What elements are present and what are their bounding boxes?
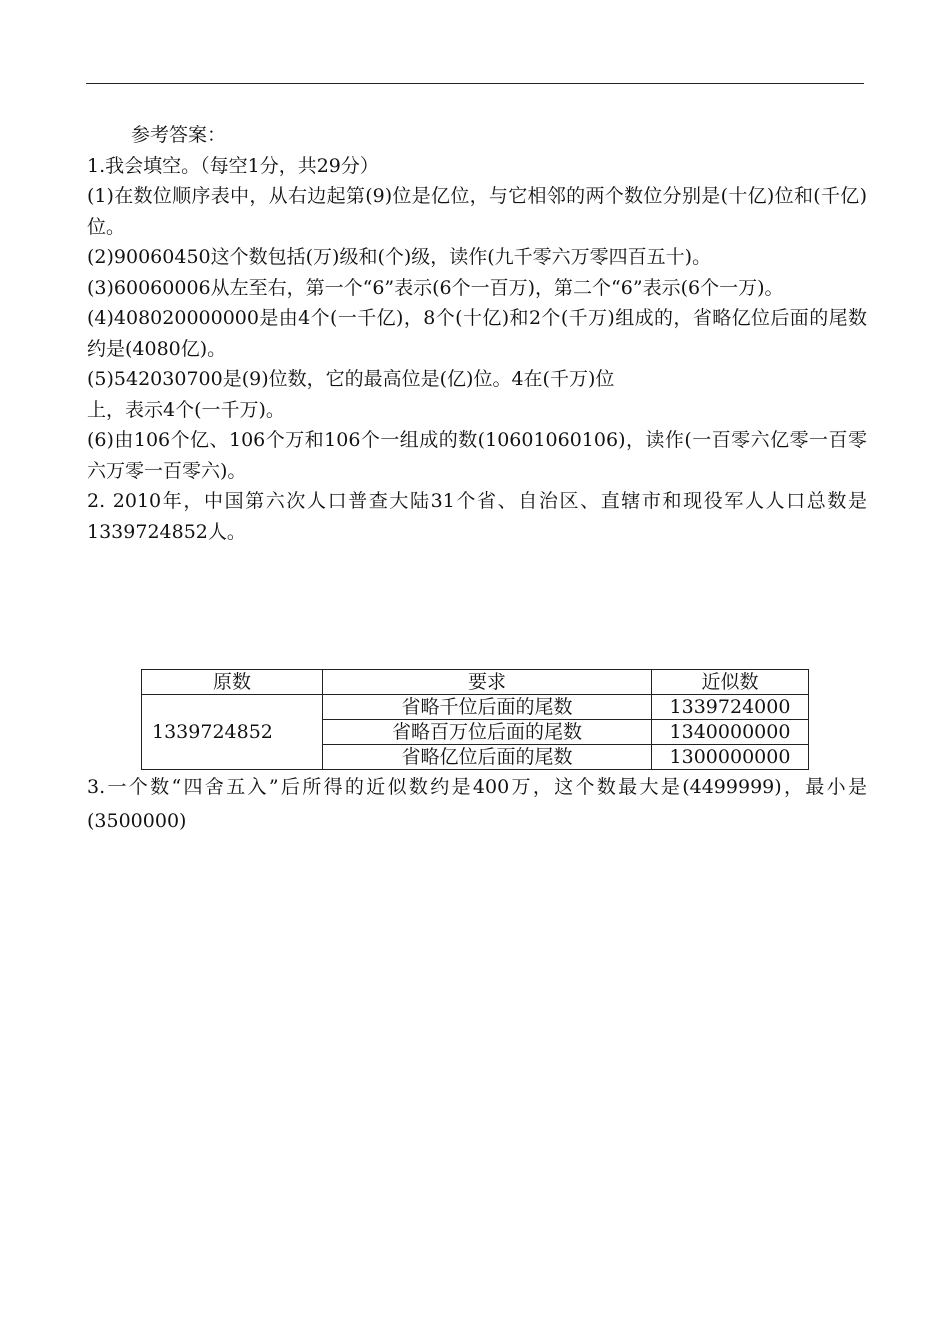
- header-rule: [86, 83, 864, 84]
- requirement-cell: 省略百万位后面的尾数: [323, 720, 652, 745]
- question-1-4: (4)408020000000是由4个(一千亿)，8个(十亿)和2个(千万)组成的，省略亿位后面的尾数约是(4080亿)。: [87, 307, 867, 360]
- approximation-table: [141, 669, 809, 770]
- original-number-cell: 1339724852: [142, 695, 323, 770]
- table-row: [142, 695, 809, 720]
- question-1-5-line-1: (5)542030700是(9)位数，它的最高位是(亿)位。4在(千万)位: [87, 368, 615, 390]
- section-1-title: 1.我会填空。（每空1分，共29分）: [87, 154, 379, 177]
- approx-cell: 1339724000: [652, 695, 809, 720]
- question-1-6: (6)由106个亿、106个万和106个一组成的数(10601060106)，读作(一百零六亿零一百零六万零一百零六)。: [87, 429, 867, 482]
- approx-cell: 1340000000: [652, 720, 809, 745]
- requirement-cell: 省略亿位后面的尾数: [323, 745, 652, 770]
- section-3-text: 3.一个数“四舍五入”后所得的近似数约是400万，这个数最大是(4499999)，最小是(3500000): [87, 776, 867, 832]
- answers-heading: 参考答案：: [131, 124, 227, 146]
- header-requirement: 要求: [323, 670, 652, 695]
- question-1-5-line-2: 上，表示4个(一千万)。: [87, 398, 285, 421]
- section-2-text: 2. 2010年，中国第六次人口普查大陆31个省、自治区、直辖市和现役军人人口总数是1339724852人。: [87, 490, 867, 543]
- question-1-3: (3)60060006从左至右，第一个“6”表示(6个一百万)，第二个“6”表示(6个一万)。: [87, 276, 784, 299]
- header-approx: 近似数: [652, 670, 809, 695]
- answer-body: [87, 120, 867, 547]
- approx-cell: 1300000000: [652, 745, 809, 770]
- table-header-row: [142, 670, 809, 695]
- requirement-cell: 省略千位后面的尾数: [323, 695, 652, 720]
- section-3: [87, 770, 867, 838]
- header-original: 原数: [142, 670, 323, 695]
- question-1-1: (1)在数位顺序表中，从右边起第(9)位是亿位，与它相邻的两个数位分别是(十亿)位和(千亿)位。: [87, 185, 867, 238]
- question-1-2: (2)90060450这个数包括(万)级和(个)级，读作(九千零六万零四百五十)。: [87, 246, 712, 268]
